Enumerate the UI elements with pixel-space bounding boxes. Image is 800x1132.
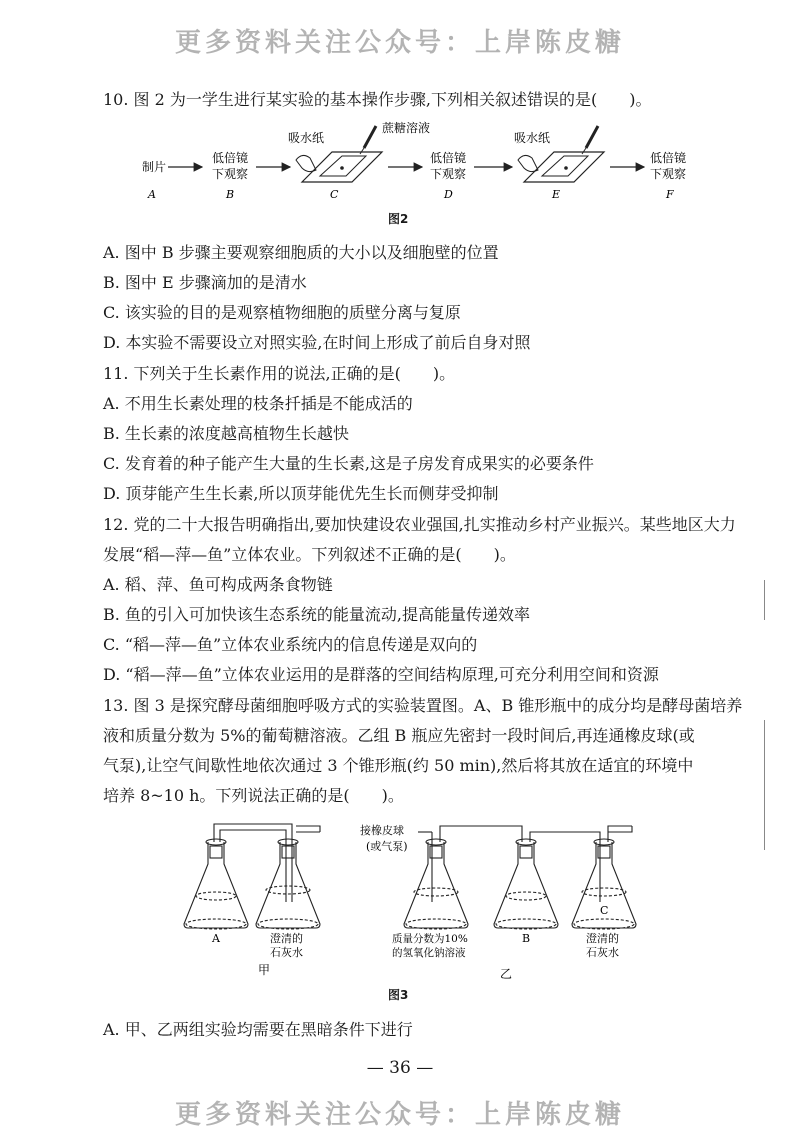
q11-option-b: B. 生长素的浓度越高植物生长越快	[103, 424, 349, 443]
step-c-label1: 吸水纸	[288, 131, 325, 145]
flask-lime-1	[256, 839, 320, 929]
question-13-stem-line2: 液和质量分数为 5%的葡萄糖溶液。乙组 B 瓶应先密封一段时间后,再连通橡皮球(或	[103, 726, 695, 745]
jia-group-label: 甲	[258, 963, 271, 977]
yi-group-label: 乙	[500, 967, 513, 981]
yi-pump-label1: 接橡皮球	[360, 824, 404, 837]
figure-2	[120, 118, 720, 210]
step-b-letter: B	[226, 188, 235, 201]
flask-a	[184, 839, 248, 929]
q11-option-d: D. 顶芽能产生生长素,所以顶芽能优先生长而侧芽受抑制	[103, 484, 499, 503]
jia-flask-a-label: A	[212, 932, 220, 945]
tube-chain-yi	[432, 826, 632, 902]
step-f-text2: 下观察	[650, 167, 687, 181]
q10-option-a: A. 图中 B 步骤主要观察细胞质的大小以及细胞壁的位置	[103, 243, 499, 262]
page-number: — 36 —	[366, 1058, 434, 1078]
q13-option-a: A. 甲、乙两组实验均需要在黑暗条件下进行	[103, 1020, 413, 1039]
yi-flask-c-label: C	[600, 904, 609, 917]
figure-3-caption: 图3	[388, 988, 409, 1002]
question-12-stem-line1: 12. 党的二十大报告明确指出,要加快建设农业强国,扎实推动乡村产业振兴。某些地区大力	[103, 515, 736, 534]
step-d-text1: 低倍镜	[430, 151, 467, 165]
step-b-text2: 下观察	[212, 167, 249, 181]
q12-option-a: A. 稻、萍、鱼可构成两条食物链	[103, 575, 333, 594]
watermark-bottom: 更多资料关注公众号：上岸陈皮糖	[174, 1100, 625, 1130]
yi-lime-label2: 石灰水	[586, 946, 619, 959]
question-12-stem-line2: 发展“稻—萍—鱼”立体农业。下列叙述不正确的是( )。	[103, 545, 516, 564]
q10-option-d: D. 本实验不需要设立对照实验,在时间上形成了前后自身对照	[103, 333, 531, 352]
step-a-text: 制片	[142, 160, 167, 174]
step-c-letter: C	[330, 188, 339, 201]
watermark-top: 更多资料关注公众号：上岸陈皮糖	[174, 28, 625, 58]
figure-3	[170, 812, 650, 982]
step-d-text2: 下观察	[430, 167, 467, 181]
flask-b	[494, 839, 558, 929]
q11-option-a: A. 不用生长素处理的枝条扦插是不能成活的	[103, 394, 413, 413]
question-13-stem-line4: 培养 8~10 h。下列说法正确的是( )。	[103, 786, 404, 805]
q10-option-b: B. 图中 E 步骤滴加的是清水	[103, 273, 307, 292]
q12-option-d: D. “稻—萍—鱼”立体农业运用的是群落的空间结构原理,可充分利用空间和资源	[103, 665, 659, 684]
question-13-stem-line1: 13. 图 3 是探究酵母菌细胞呼吸方式的实验装置图。A、B 锥形瓶中的成分均是酵母菌培养	[103, 696, 743, 715]
q12-option-b: B. 鱼的引入可加快该生态系统的能量流动,提高能量传递效率	[103, 605, 531, 624]
step-e-letter: E	[552, 188, 561, 201]
jia-lime-label2: 石灰水	[270, 946, 303, 959]
question-11-stem: 11. 下列关于生长素作用的说法,正确的是( )。	[103, 364, 456, 383]
step-f-letter: F	[666, 188, 674, 201]
step-e-label1: 吸水纸	[514, 131, 551, 145]
step-d-letter: D	[444, 188, 453, 201]
question-13-stem-line3: 气泵),让空气间歇性地依次通过 3 个锥形瓶(约 50 min),然后将其放在适宜的环境中	[103, 756, 694, 775]
q12-option-c: C. “稻—萍—鱼”立体农业系统内的信息传递是双向的	[103, 635, 478, 654]
flask-naoh	[404, 839, 468, 929]
yi-pump-label2: (或气泵)	[366, 840, 408, 853]
jia-lime-label1: 澄清的	[270, 932, 303, 945]
yi-flask-b-label: B	[522, 932, 531, 945]
yi-naoh-label2: 的氢氧化钠溶液	[392, 947, 466, 959]
q11-option-c: C. 发育着的种子能产生大量的生长素,这是子房发育成果实的必要条件	[103, 454, 594, 473]
step-b-text1: 低倍镜	[212, 151, 249, 165]
yi-lime-label1: 澄清的	[586, 932, 619, 945]
question-10-stem: 10. 图 2 为一学生进行某实验的基本操作步骤,下列相关叙述错误的是( )。	[103, 90, 652, 109]
q10-option-c: C. 该实验的目的是观察植物细胞的质壁分离与复原	[103, 303, 461, 322]
step-c-label2: 蔗糖溶液	[382, 121, 431, 135]
step-f-text1: 低倍镜	[650, 151, 687, 165]
yi-naoh-label1: 质量分数为10%	[392, 933, 468, 945]
scan-edge-mark	[764, 580, 765, 620]
scan-edge-mark	[764, 720, 765, 850]
figure-2-caption: 图2	[388, 212, 409, 226]
step-a-letter: A	[148, 188, 156, 201]
